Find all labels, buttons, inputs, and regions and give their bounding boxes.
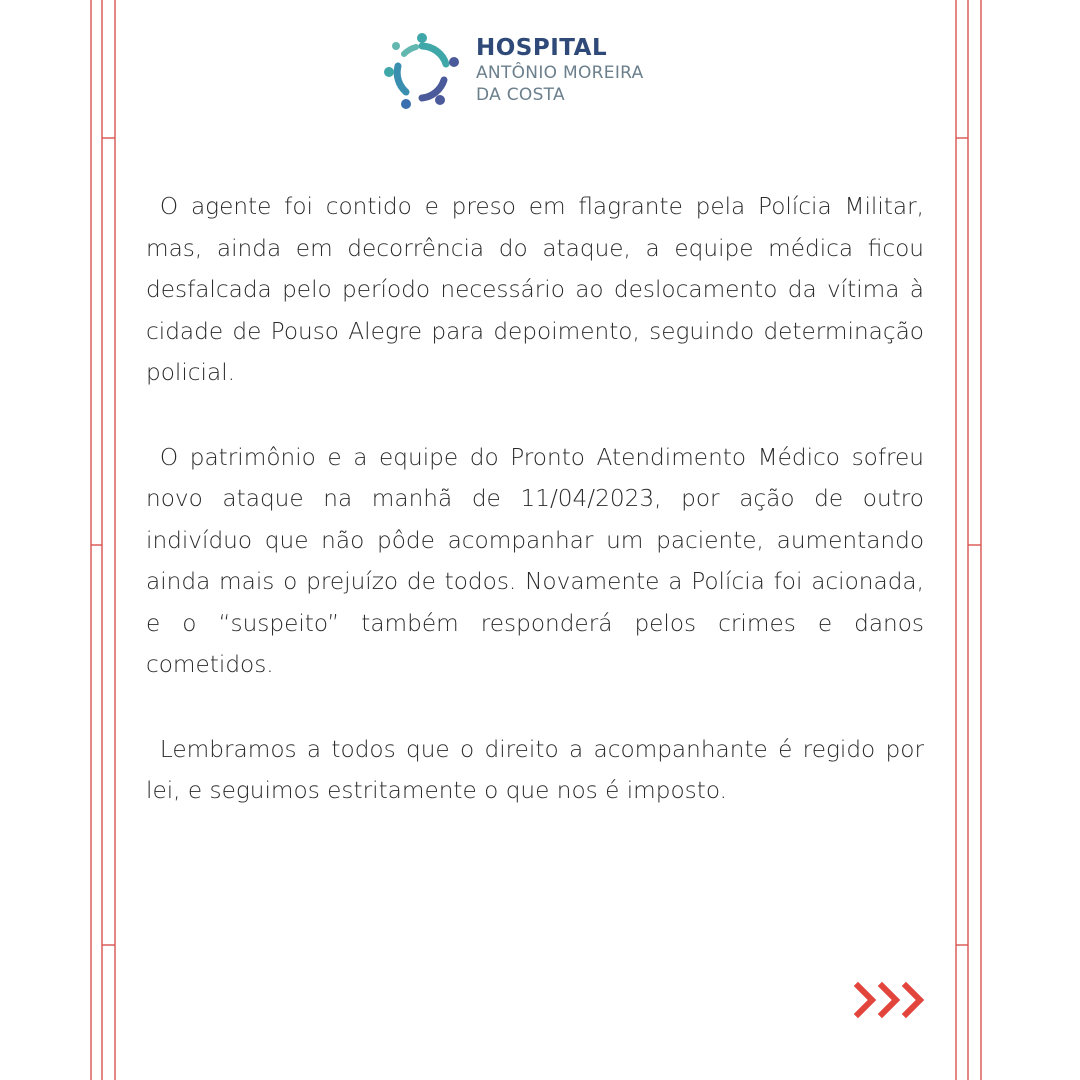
- paragraph-3: Lembramos a todos que o direito a acompanhante é regido por lei, e seguimos estritamente o que nos é imposto.: [146, 735, 924, 804]
- paragraph-2: O patrimônio e a equipe do Pronto Atendimento Médico sofreu novo ataque na manhã de 11/04/2023, por ação de outro indivíduo que não pôde acompanhar um paciente, aumentando ainda mais o prejuízo de todos. Novamente a Polícia foi acionada, e o “suspeito” também responderá pelos crimes e danos cometidos.: [146, 443, 924, 678]
- notice-body: [146, 186, 924, 855]
- logo-title: HOSPITAL: [476, 35, 608, 61]
- logo-subtitle-line1: ANTÔNIO MOREIRA: [476, 63, 644, 83]
- hospital-logo: [382, 32, 682, 112]
- hospital-emblem-icon: [382, 32, 462, 112]
- logo-subtitle-line2: DA COSTA: [476, 85, 565, 105]
- paragraph-1: O agente foi contido e preso em flagrante pela Polícia Militar, mas, ainda em decorrência do ataque, a equipe médica ficou desfalcada pelo período necessário ao deslocamento da vítima à cidade de Pouso Alegre para depoimento, seguindo determinação policial.: [146, 193, 924, 386]
- triple-chevron-right-icon[interactable]: [854, 980, 934, 1020]
